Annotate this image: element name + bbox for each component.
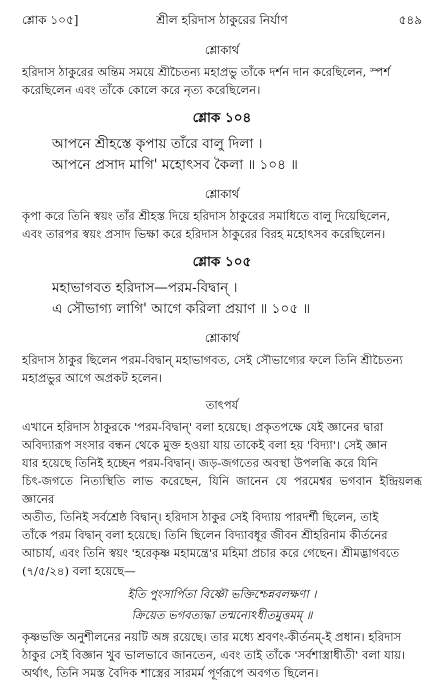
purport-line: অর্থাৎ, তিনি সমস্ত বৈদিক শাস্ত্রের সারমর্ম পূর্ণরূপে অবগত ছিলেন। [22, 666, 319, 680]
chapter-title: শ্রীল হরিদাস ঠাকুরের নির্যাণ [156, 13, 288, 27]
purport-line: তাঁকে পরম বিদ্বান্ বলা হয়েছে। তিনি ছিলেন বিদ্যাবধূর জীবন শ্রীহরিনাম কীর্তনের [22, 528, 388, 542]
translation-line: মহাপ্রভুর আগে অপ্রকট হলেন। [22, 371, 162, 385]
verse-heading: শ্লোক ১০৫ [192, 254, 252, 270]
page-header [22, 8, 422, 32]
sanskrit-quote: ক্রিয়েত ভগবত্যদ্ধা তন্মন্যেঽধীতমুত্তমম্ ॥ [131, 608, 313, 622]
verse-heading: শ্লোক ১০৪ [192, 110, 252, 126]
translation-label: শ্লোকার্থ [204, 187, 240, 201]
purport-line: আচার্য, এবং তিনি স্বয়ং 'হরেকৃষ্ণ মহামন্ত্রে'র মহিমা প্রচার করে গেছেন। শ্রীমদ্ভাগবতে [22, 546, 400, 560]
sanskrit-quote: ইতি পুংসার্পিতা বিষ্ণৌ ভক্তিশ্চেন্নবলক্ষণা । [127, 587, 317, 601]
purport-line: এখানে হরিদাস ঠাকুরকে 'পরম-বিদ্বান্' বলা হয়েছে। প্রকৃতপক্ষে যেই জ্ঞানের দ্বারা [22, 420, 384, 434]
verse-line: মহাভাগবত হরিদাস—পরম-বিদ্বান্ । [52, 280, 238, 296]
translation-line: এবং তারপর স্বয়ং প্রসাদ ভিক্ষা করে হরিদাস ঠাকুরের বিরহ মহোৎসব করেছিলেন। [22, 227, 386, 241]
purport-line: অতীত, তিনিই সর্বশ্রেষ্ঠ বিদ্বান্। হরিদাস ঠাকুর সেই বিদ্যায় পারদর্শী ছিলেন, তাই [22, 510, 379, 524]
purport-line: যার হয়েছে তিনিই হচ্ছেন পরম-বিদ্বান্। জড়-জগতের অবস্থা উপলব্ধি করে যিনি [22, 456, 378, 470]
translation-line: কৃপা করে তিনি স্বয়ং তাঁর শ্রীহস্ত দিয়ে হরিদাস ঠাকুরের সমাধিতে বালু দিয়েছিলেন, [22, 209, 391, 223]
verse-line: আপনে শ্রীহস্তে কৃপায় তাঁরে বালু দিলা । [52, 136, 263, 152]
purport-line: কৃষ্ণভক্তি অনুশীলনের নয়টি অঙ্গ রয়েছে। তার মধ্যে শ্রবণং-কীর্তনম্-ই প্রধান। হরিদাস [22, 630, 402, 644]
translation-line: করেছিলেন এবং তাঁকে কোলে করে নৃত্য করেছিলেন। [22, 83, 261, 97]
translation-line: হরিদাস ঠাকুরের অন্তিম সময়ে শ্রীচৈতন্য মহাপ্রভু তাঁকে দর্শন দান করেছিলেন, স্পর্শ [22, 65, 391, 79]
translation-line: হরিদাস ঠাকুর ছিলেন পরম-বিদ্বান্ মহাভাগবত, সেই সৌভাগ্যের ফলে তিনি শ্রীচৈতন্য [22, 353, 403, 367]
purport-line: অবিদ্যারূপ সংসার বন্ধন থেকে মুক্ত হওয়া যায় তাকেই বলা হয় 'বিদ্যা'। সেই জ্ঞান [22, 438, 388, 452]
verse-line: আপনে প্রসাদ মাগি' মহোৎসব কৈলা ॥ ১০৪ ॥ [52, 157, 298, 173]
purport-line: (৭/৫/২৪) বলা হয়েছে— [22, 564, 136, 578]
translation-label: শ্লোকার্থ [204, 331, 240, 345]
purport-line: ঠাকুর সেই বিজ্ঞান খুব ভালভাবে জানতেন, এবং তাই তাঁকে 'সর্বশাস্ত্রাধীতী' বলা যায়। [22, 648, 406, 662]
translation-label: শ্লোকার্থ [204, 43, 240, 57]
purport-label: তাৎপর্য [205, 398, 239, 412]
verse-line: এ সৌভাগ্য লাগি' আগে করিলা প্রয়াণ ॥ ১০৫ ॥ [52, 301, 311, 317]
page-number: ৫৪৯ [398, 13, 422, 27]
purport-line: চিৎ-জগতে নিত্যস্থিতি লাভ করেছেন, যিনি জানেন যে পরমেশ্বর ভগবান ইন্দ্রিয়লব্ধ জ্ঞানের [22, 474, 422, 506]
verse-reference: শ্লোক ১০৫] [22, 13, 79, 27]
